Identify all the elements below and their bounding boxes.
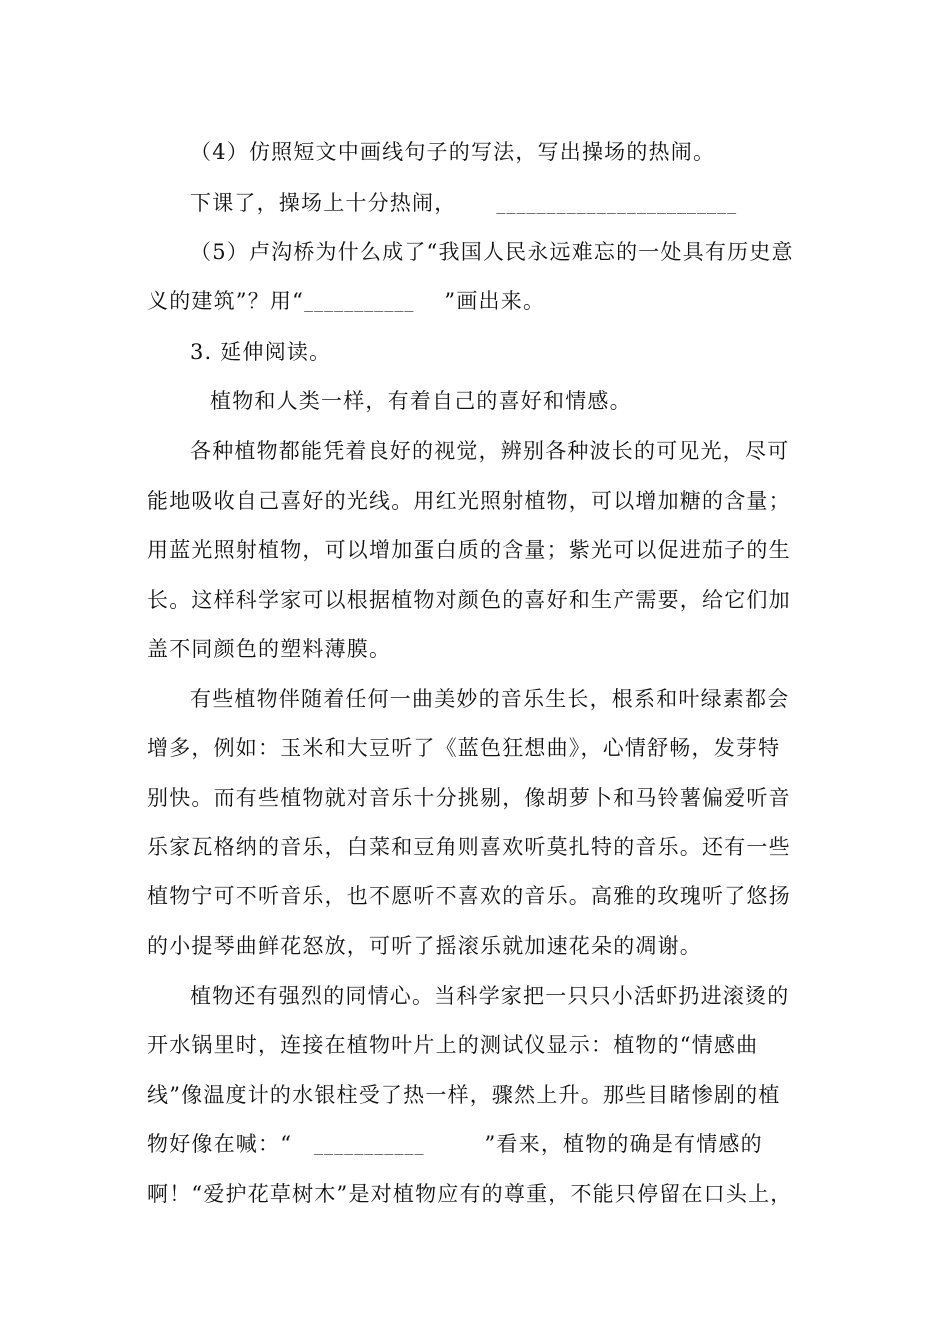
p2-line3: 别快。而有些植物就对音乐十分挑剔，像胡萝卜和马铃薯偏爱听音 [147, 786, 791, 810]
q5-blank: ___________ [304, 294, 415, 312]
q4-answer-lead: 下课了，操场上十分热闹， [190, 191, 457, 215]
p3-line4-end: ”看来，植物的确是有情感的 [484, 1132, 763, 1156]
q5-line2-end: ”画出来。 [444, 289, 546, 313]
p3-line3: 线”像温度计的水银柱受了热一样，骤然上升。那些目睹惨剧的植 [147, 1083, 781, 1107]
p2-line5: 植物宁可不听音乐，也不愿听不喜欢的音乐。高雅的玫瑰听了悠扬 [147, 884, 791, 908]
p3-line4 [147, 1129, 812, 1161]
p2-line6: 的小提琴曲鲜花怒放，可听了摇滚乐就加速花朵的凋谢。 [147, 934, 702, 958]
section3-heading: 3. 延伸阅读。 [190, 340, 332, 364]
p2-line4: 乐家瓦格纳的音乐，白菜和豆角则喜欢听莫扎特的音乐。还有一些 [147, 835, 791, 859]
q5-line2 [147, 286, 812, 318]
p1-line4: 长。这样科学家可以根据植物对颜色的喜好和生产需要，给它们加 [147, 588, 791, 612]
q4-answer-line [190, 188, 855, 220]
q4-answer-blank: ________________________ [496, 196, 738, 214]
p2-line1: 有些植物伴随着任何一曲美妙的音乐生长，根系和叶绿素都会 [190, 687, 790, 711]
p1-line2: 能地吸收自己喜好的光线。用红光照射植物，可以增加糖的含量； [147, 489, 791, 513]
q5-line1: （5）卢沟桥为什么成了“我国人民永远难忘的一处具有历史意 [190, 240, 794, 264]
p1-line3: 用蓝光照射植物，可以增加蛋白质的含量；紫光可以促进茄子的生 [147, 538, 791, 562]
q5-line2-start: 义的建筑”？用“ [147, 289, 305, 313]
passage-intro: 植物和人类一样，有着自己的喜好和情感。 [210, 389, 632, 413]
p3-line2: 开水锅里时，连接在植物叶片上的测试仪显示：植物的“情感曲 [147, 1033, 759, 1057]
p3-blank: ___________ [314, 1137, 425, 1155]
p2-line2: 增多，例如：玉米和大豆听了《蓝色狂想曲》，心情舒畅，发芽特 [147, 736, 781, 760]
q4-prompt: （4）仿照短文中画线句子的写法，写出操场的热闹。 [190, 140, 716, 164]
p1-line1: 各种植物都能凭着良好的视觉，辨别各种波长的可见光，尽可 [190, 439, 790, 463]
p1-line5: 盖不同颜色的塑料薄膜。 [147, 637, 392, 661]
p3-line4-start: 物好像在喊：“ [147, 1132, 293, 1156]
p3-line1: 植物还有强烈的同情心。当科学家把一只只小活虾扔进滚烫的 [190, 984, 790, 1008]
p3-line5: 啊！“爱护花草树木”是对植物应有的尊重，不能只停留在口头上， [147, 1182, 793, 1206]
